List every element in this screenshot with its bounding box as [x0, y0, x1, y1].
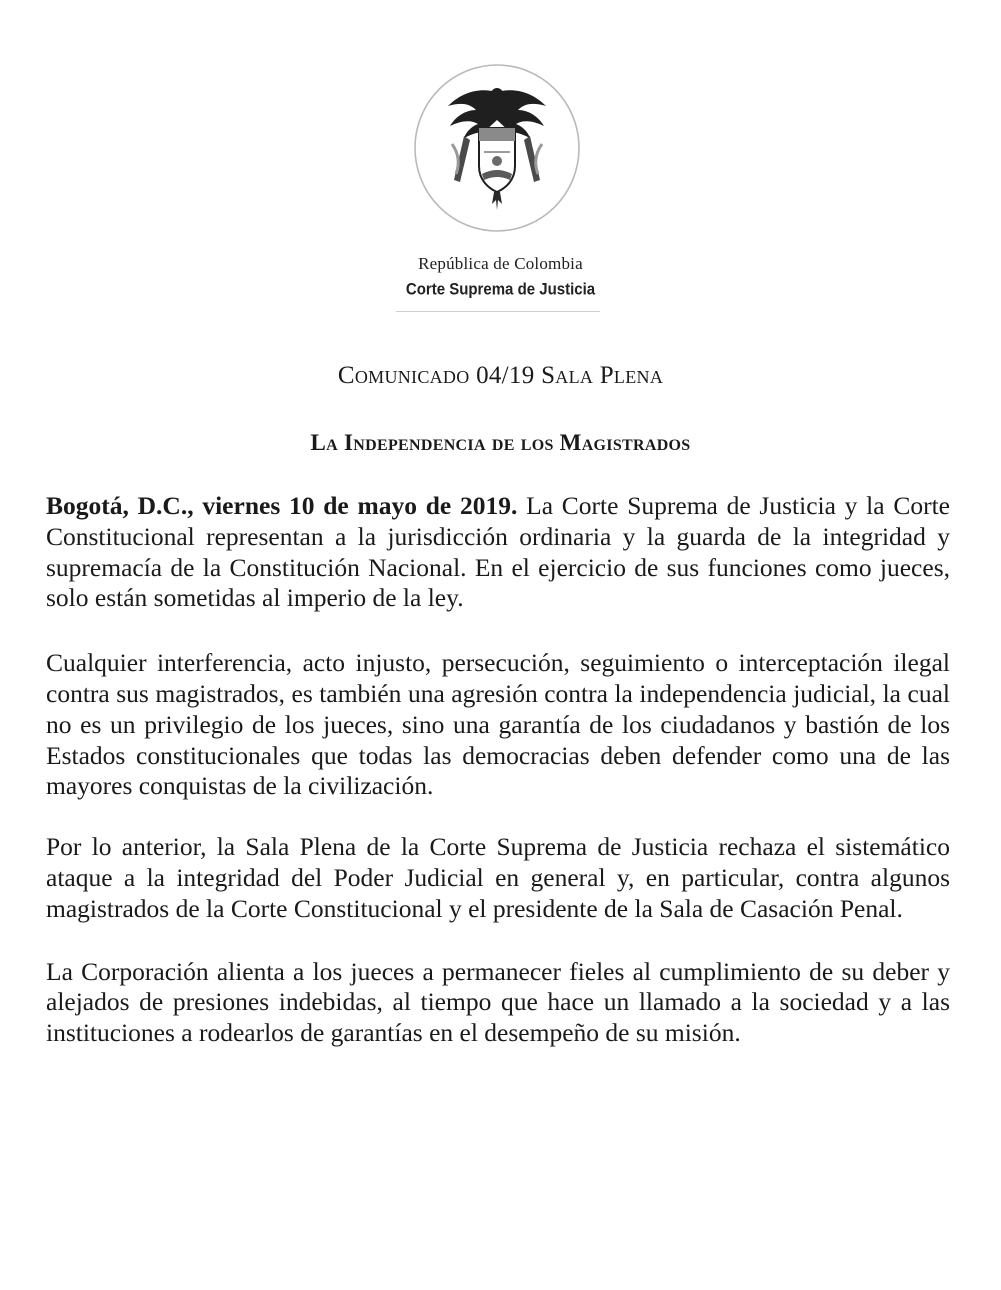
- country-name: República de Colombia: [418, 254, 583, 273]
- paragraph-4: La Corporación alienta a los jueces a permanecer fieles al cumplimiento de su deber y alejados de presiones indebidas, al tiempo que hace un llamado a la sociedad y a las instituciones a rodearlos de garantías en el desempeño de su misión.: [46, 956, 950, 1048]
- dateline: Bogotá, D.C., viernes 10 de mayo de 2019.: [46, 491, 518, 520]
- document-body: [46, 491, 950, 1080]
- paragraph-1: [46, 491, 950, 614]
- document-title: La Independencia de los Magistrados: [310, 430, 691, 455]
- paragraph-3: Por lo anterior, la Sala Plena de la Corte Suprema de Justicia rechaza el sistemático ataque a la integridad del Poder Judicial en general y, en particular, contra algunos magistrados de la Corte Constitucional y el presidente de la Sala de Casación Penal.: [46, 832, 950, 923]
- paragraph-2: Cualquier interferencia, acto injusto, persecución, seguimiento o interceptación ilegal contra sus magistrados, es también una agresión contra la independencia judicial, la cual no es un privilegio de los jueces, sino una garantía de los ciudadanos y bastión de los Estados constitucionales que todas las democracias deben defender como una de las mayores conquistas de la civilización.: [46, 648, 950, 801]
- coat-of-arms-icon: [412, 62, 582, 234]
- paragraph-1-text: La Corte Suprema de Justicia y la Corte Constitucional representan a la jurisdicción ordinaria y la guarda de la integridad y supremacía de la Constitución Nacional. En el ejercicio de sus funciones como jueces, solo están sometidas al imperio de la ley.: [46, 491, 950, 613]
- court-name: Corte Suprema de Justicia: [405, 280, 596, 299]
- header-divider: [396, 311, 600, 312]
- bulletin-number: Comunicado 04/19 Sala Plena: [337, 362, 664, 389]
